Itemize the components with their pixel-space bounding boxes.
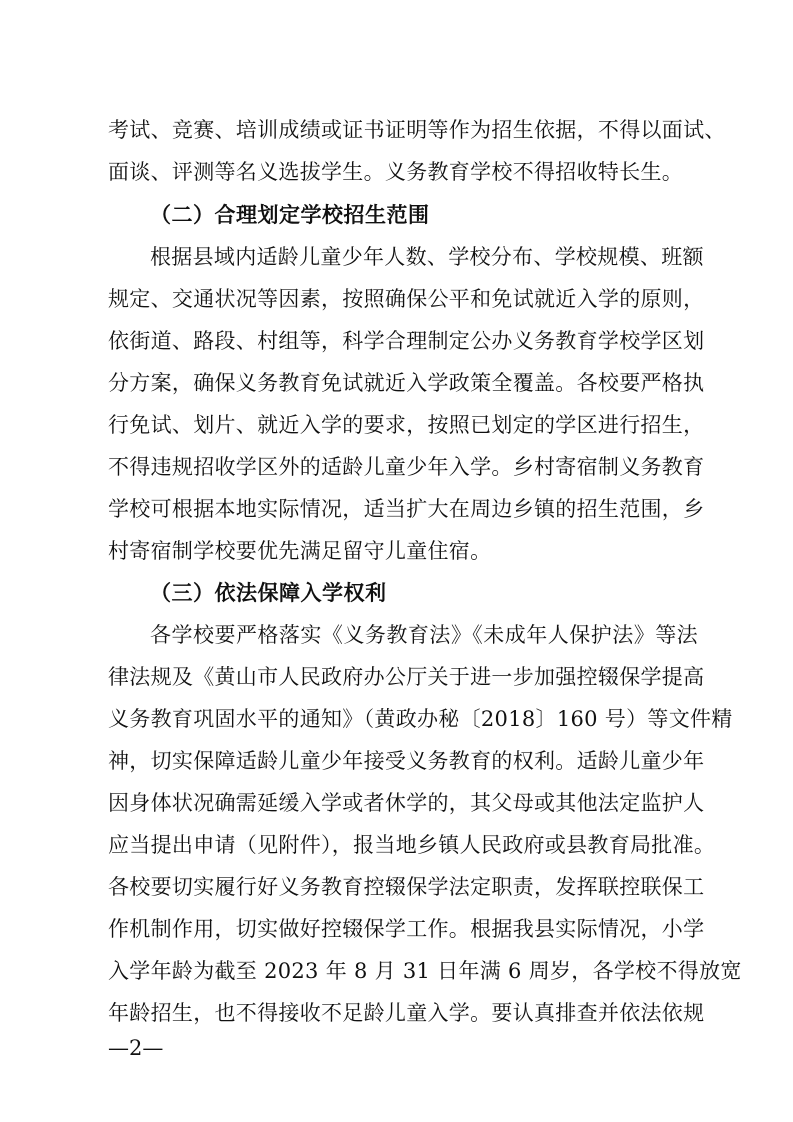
body-text-line: 考试、竞赛、培训成绩或证书证明等作为招生依据，不得以面试、 (108, 118, 726, 142)
body-text-line: 年龄招生，也不得接收不足龄儿童入学。要认真排查并依法依规 (108, 1001, 705, 1025)
body-text-line: 入学年龄为截至 2023 年 8 月 31 日年满 6 周岁，各学校不得放宽 (108, 959, 742, 983)
body-text-line: 作机制作用，切实做好控辍保学工作。根据我县实际情况，小学 (108, 917, 705, 941)
body-text-line: 应当提出申请（见附件），报当地乡镇人民政府或县教育局批准。 (108, 833, 716, 857)
body-text-line: 依街道、路段、村组等，科学合理制定公办义务教育学校学区划 (108, 329, 705, 353)
body-text-line: 行免试、划片、就近入学的要求，按照已划定的学区进行招生， (108, 413, 705, 437)
body-text-line: 学校可根据本地实际情况，适当扩大在周边乡镇的招生范围，乡 (108, 497, 705, 521)
body-text-line: 各校要切实履行好义务教育控辍保学法定职责，发挥联控联保工 (108, 875, 705, 899)
body-text-line: 神，切实保障适龄儿童少年接受义务教育的权利。适龄儿童少年 (108, 749, 705, 773)
body-text-line: 根据县域内适龄儿童少年人数、学校分布、学校规模、班额 (150, 245, 704, 269)
body-text-line: 各学校要严格落实《义务教育法》《未成年人保护法》等法 (150, 623, 698, 647)
body-text-line: 分方案，确保义务教育免试就近入学政策全覆盖。各校要严格执 (108, 371, 705, 395)
body-text-line: 因身体状况确需延缓入学或者休学的，其父母或其他法定监护人 (108, 791, 705, 815)
section-heading: （二）合理划定学校招生范围 (150, 203, 430, 227)
page-number: —2— (108, 1036, 164, 1060)
body-text-line: 不得违规招收学区外的适龄儿童少年入学。乡村寄宿制义务教育 (108, 455, 705, 479)
body-text-line: 律法规及《黄山市人民政府办公厅关于进一步加强控辍保学提高 (108, 665, 705, 689)
section-heading: （三）依法保障入学权利 (150, 581, 387, 605)
body-text-line: 面谈、评测等名义选拔学生。义务教育学校不得招收特长生。 (108, 160, 684, 184)
body-text-line: 义务教育巩固水平的通知》（黄政办秘〔2018〕160 号）等文件精 (108, 707, 733, 731)
body-text-line: 规定、交通状况等因素，按照确保公平和免试就近入学的原则， (108, 287, 705, 311)
body-text-line: 村寄宿制学校要优先满足留守儿童住宿。 (108, 539, 492, 563)
